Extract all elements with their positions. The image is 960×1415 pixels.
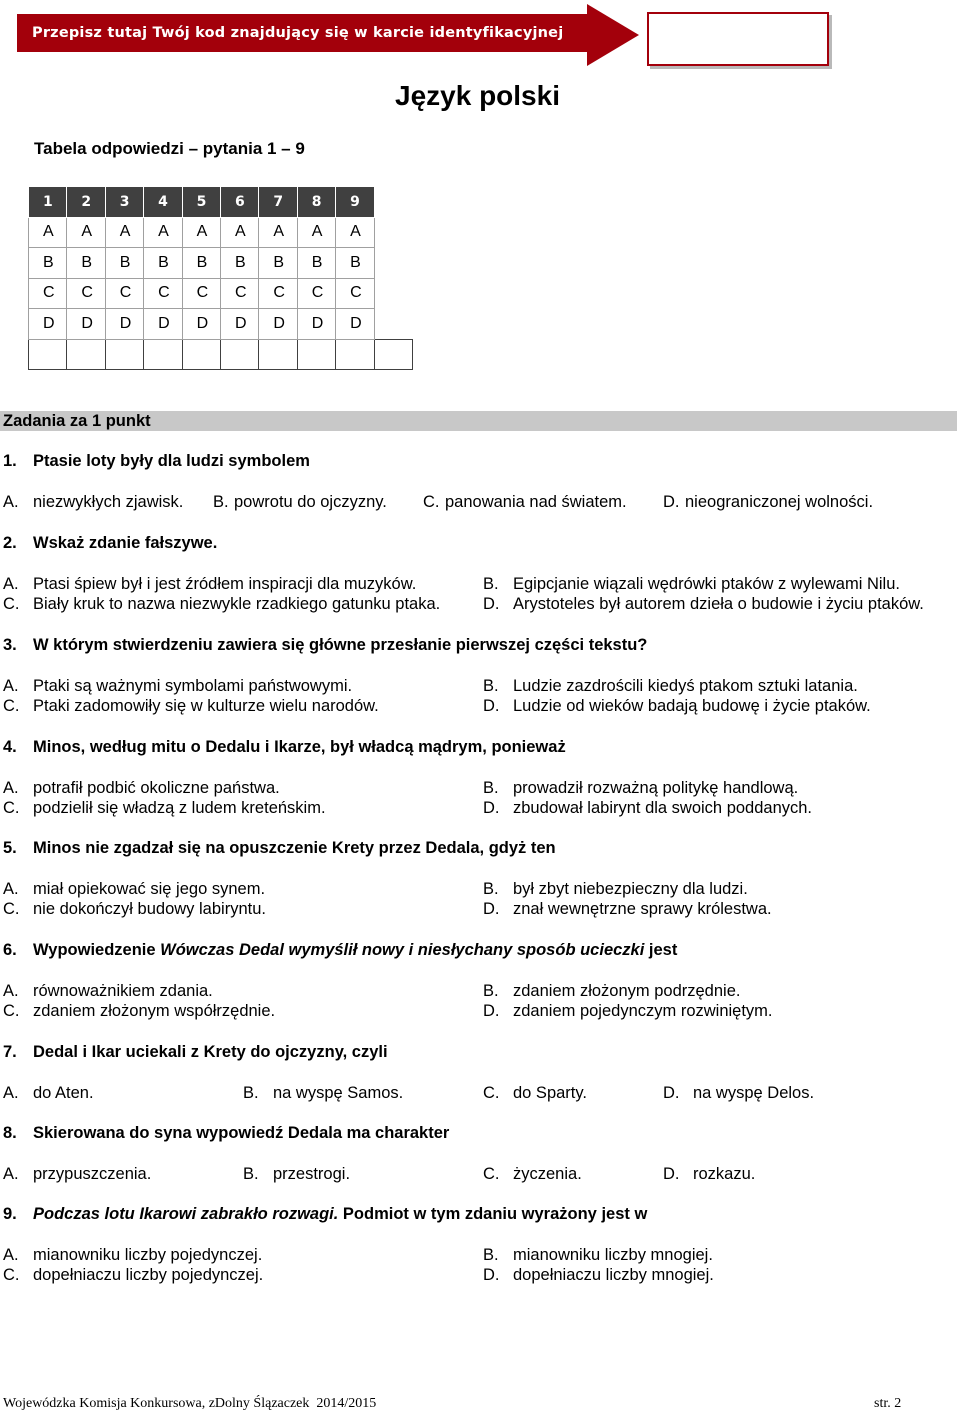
question-5: 5. Minos nie zgadzał się na opuszczenie Krety przez Dedala, gdyż ten bbox=[3, 839, 556, 857]
option-1a[interactable]: A. niezwykłych zjawisk. bbox=[3, 493, 184, 511]
answer-table-title: Tabela odpowiedzi – pytania 1 – 9 bbox=[34, 139, 305, 158]
answer-cell[interactable]: A bbox=[220, 217, 258, 248]
section-title: Zadania za 1 punkt bbox=[3, 412, 151, 430]
option-8c[interactable]: C. życzenia. bbox=[483, 1165, 582, 1183]
answer-cell[interactable]: B bbox=[29, 248, 67, 279]
option-6a[interactable]: A. równoważnikiem zdania. bbox=[3, 982, 213, 1000]
question-number: 8 bbox=[297, 187, 335, 218]
answer-row-blank bbox=[29, 339, 413, 370]
option-8d[interactable]: D. rozkazu. bbox=[663, 1165, 756, 1183]
option-9a[interactable]: A. mianowniku liczby pojedynczej. bbox=[3, 1246, 263, 1264]
banner-text: Przepisz tutaj Twój kod znajdujący się w karcie identyfikacyjnej bbox=[32, 25, 564, 41]
option-8a[interactable]: A. przypuszczenia. bbox=[3, 1165, 152, 1183]
question-8: 8. Skierowana do syna wypowiedź Dedala ma charakter bbox=[3, 1124, 450, 1142]
answer-cell[interactable]: B bbox=[105, 248, 143, 279]
answer-cell[interactable]: D bbox=[297, 309, 335, 340]
answer-cell[interactable]: C bbox=[336, 278, 374, 309]
page-number: str. 2 bbox=[874, 1396, 902, 1411]
blank-answer-cell[interactable] bbox=[105, 339, 143, 370]
answer-cell[interactable]: D bbox=[29, 309, 67, 340]
option-7c[interactable]: C. do Sparty. bbox=[483, 1084, 587, 1102]
answer-cell[interactable]: C bbox=[105, 278, 143, 309]
answer-cell[interactable]: C bbox=[297, 278, 335, 309]
option-2c[interactable]: C. Biały kruk to nazwa niezwykle rzadkiego gatunku ptaka. bbox=[3, 595, 441, 613]
answer-cell[interactable]: A bbox=[67, 217, 105, 248]
blank-answer-cell[interactable] bbox=[297, 339, 335, 370]
option-9d[interactable]: D. dopełniaczu liczby mnogiej. bbox=[483, 1266, 714, 1284]
answer-cell[interactable]: A bbox=[182, 217, 220, 248]
blank-answer-cell[interactable] bbox=[336, 339, 374, 370]
answer-cell[interactable]: A bbox=[105, 217, 143, 248]
option-2a[interactable]: A. Ptasi śpiew był i jest źródłem inspiracji dla muzyków. bbox=[3, 575, 417, 593]
answer-cell[interactable]: D bbox=[105, 309, 143, 340]
answer-cell[interactable]: C bbox=[182, 278, 220, 309]
question-number: 9 bbox=[336, 187, 374, 218]
answer-cell[interactable]: C bbox=[144, 278, 182, 309]
option-7a[interactable]: A. do Aten. bbox=[3, 1084, 94, 1102]
question-number: 1 bbox=[29, 187, 67, 218]
option-4b[interactable]: B. prowadził rozważną politykę handlową. bbox=[483, 779, 799, 797]
answer-cell[interactable]: C bbox=[29, 278, 67, 309]
option-1c[interactable]: C. panowania nad światem. bbox=[423, 493, 627, 511]
option-1b[interactable]: B. powrotu do ojczyzny. bbox=[213, 493, 387, 511]
answer-cell[interactable]: D bbox=[259, 309, 297, 340]
blank-answer-cell[interactable] bbox=[144, 339, 182, 370]
option-2d[interactable]: D. Arystoteles był autorem dzieła o budowie i życiu ptaków. bbox=[483, 595, 924, 613]
option-5c[interactable]: C. nie dokończył budowy labiryntu. bbox=[3, 900, 266, 918]
blank-answer-cell[interactable] bbox=[374, 339, 412, 370]
answer-cell[interactable]: B bbox=[297, 248, 335, 279]
question-9: 9. Podczas lotu Ikarowi zabrakło rozwagi. Podmiot w tym zdaniu wyrażony jest w bbox=[3, 1205, 648, 1223]
option-5d[interactable]: D. znał wewnętrzne sprawy królestwa. bbox=[483, 900, 772, 918]
question-number: 4 bbox=[144, 187, 182, 218]
option-3a[interactable]: A. Ptaki są ważnymi symbolami państwowymi. bbox=[3, 677, 353, 695]
option-3d[interactable]: D. Ludzie od wieków badają budowę i życie ptaków. bbox=[483, 697, 871, 715]
question-4: 4. Minos, według mitu o Dedalu i Ikarze, był władcą mądrym, ponieważ bbox=[3, 738, 566, 756]
option-4d[interactable]: D. zbudował labirynt dla swoich poddanych. bbox=[483, 799, 813, 817]
blank-answer-cell[interactable] bbox=[220, 339, 258, 370]
answer-cell[interactable]: B bbox=[336, 248, 374, 279]
answer-cell[interactable]: A bbox=[336, 217, 374, 248]
option-2b[interactable]: B. Egipcjanie wiązali wędrówki ptaków z wylewami Nilu. bbox=[483, 575, 900, 593]
answer-cell[interactable]: D bbox=[336, 309, 374, 340]
question-2: 2. Wskaż zdanie fałszywe. bbox=[3, 534, 218, 552]
option-6b[interactable]: B. zdaniem złożonym podrzędnie. bbox=[483, 982, 741, 1000]
option-9c[interactable]: C. dopełniaczu liczby pojedynczej. bbox=[3, 1266, 264, 1284]
answer-row-b bbox=[29, 248, 413, 279]
option-1d[interactable]: D. nieograniczonej wolności. bbox=[663, 493, 874, 511]
answer-row-a bbox=[29, 217, 413, 248]
option-4a[interactable]: A. potrafił podbić okoliczne państwa. bbox=[3, 779, 280, 797]
answer-cell[interactable]: A bbox=[259, 217, 297, 248]
answer-cell[interactable]: C bbox=[220, 278, 258, 309]
banner-arrow bbox=[587, 4, 639, 66]
option-6d[interactable]: D. zdaniem pojedynczym rozwiniętym. bbox=[483, 1002, 773, 1020]
option-8b[interactable]: B. przestrogi. bbox=[243, 1165, 351, 1183]
answer-cell[interactable]: A bbox=[297, 217, 335, 248]
answer-cell[interactable]: C bbox=[67, 278, 105, 309]
question-number: 5 bbox=[182, 187, 220, 218]
option-4c[interactable]: C. podzielił się władzą z ludem kreteńskim. bbox=[3, 799, 326, 817]
answer-cell[interactable]: B bbox=[259, 248, 297, 279]
option-5b[interactable]: B. był zbyt niebezpieczny dla ludzi. bbox=[483, 880, 748, 898]
option-7d[interactable]: D. na wyspę Delos. bbox=[663, 1084, 815, 1102]
footer-text: Wojewódzka Komisja Konkursowa, zDolny Ślązaczek 2014/2015 bbox=[3, 1396, 377, 1411]
question-number: 6 bbox=[220, 187, 258, 218]
answer-row-c bbox=[29, 278, 413, 309]
answer-cell[interactable]: D bbox=[220, 309, 258, 340]
question-3: 3. W którym stwierdzeniu zawiera się główne przesłanie pierwszej części tekstu? bbox=[3, 636, 648, 654]
answer-cell[interactable]: D bbox=[67, 309, 105, 340]
answer-cell[interactable]: D bbox=[182, 309, 220, 340]
option-3c[interactable]: C. Ptaki zadomowiły się w kulturze wielu narodów. bbox=[3, 697, 379, 715]
answer-cell[interactable]: B bbox=[182, 248, 220, 279]
option-6c[interactable]: C. zdaniem złożonym współrzędnie. bbox=[3, 1002, 276, 1020]
question-7: 7. Dedal i Ikar uciekali z Krety do ojczyzny, czyli bbox=[3, 1043, 388, 1061]
answer-cell[interactable]: B bbox=[220, 248, 258, 279]
answer-cell[interactable]: C bbox=[259, 278, 297, 309]
question-number: 2 bbox=[67, 187, 105, 218]
code-input-box[interactable] bbox=[647, 12, 829, 66]
answer-cell[interactable]: B bbox=[144, 248, 182, 279]
answer-cell[interactable]: D bbox=[144, 309, 182, 340]
question-6: 6. Wypowiedzenie Wówczas Dedal wymyślił nowy i niesłychany sposób ucieczki jest bbox=[3, 941, 678, 959]
blank-answer-cell[interactable] bbox=[182, 339, 220, 370]
question-number: 1. bbox=[3, 452, 17, 470]
answer-table bbox=[28, 186, 413, 370]
option-9b[interactable]: B. mianowniku liczby mnogiej. bbox=[483, 1246, 713, 1264]
question-1 bbox=[3, 452, 310, 471]
option-3b[interactable]: B. Ludzie zazdrościli kiedyś ptakom sztuki latania. bbox=[483, 677, 858, 695]
option-5a[interactable]: A. miał opiekować się jego synem. bbox=[3, 880, 266, 898]
blank-answer-cell[interactable] bbox=[67, 339, 105, 370]
blank-answer-cell[interactable] bbox=[29, 339, 67, 370]
answer-cell[interactable]: A bbox=[144, 217, 182, 248]
question-number: 3 bbox=[105, 187, 143, 218]
question-number: 7 bbox=[259, 187, 297, 218]
option-7b[interactable]: B. na wyspę Samos. bbox=[243, 1084, 404, 1102]
answer-table-header-row bbox=[29, 187, 413, 218]
page-title: Język polski bbox=[395, 80, 560, 111]
answer-row-d bbox=[29, 309, 413, 340]
blank-answer-cell[interactable] bbox=[259, 339, 297, 370]
answer-cell[interactable]: A bbox=[29, 217, 67, 248]
answer-cell[interactable]: B bbox=[67, 248, 105, 279]
question-text: Ptasie loty były dla ludzi symbolem bbox=[33, 452, 310, 470]
